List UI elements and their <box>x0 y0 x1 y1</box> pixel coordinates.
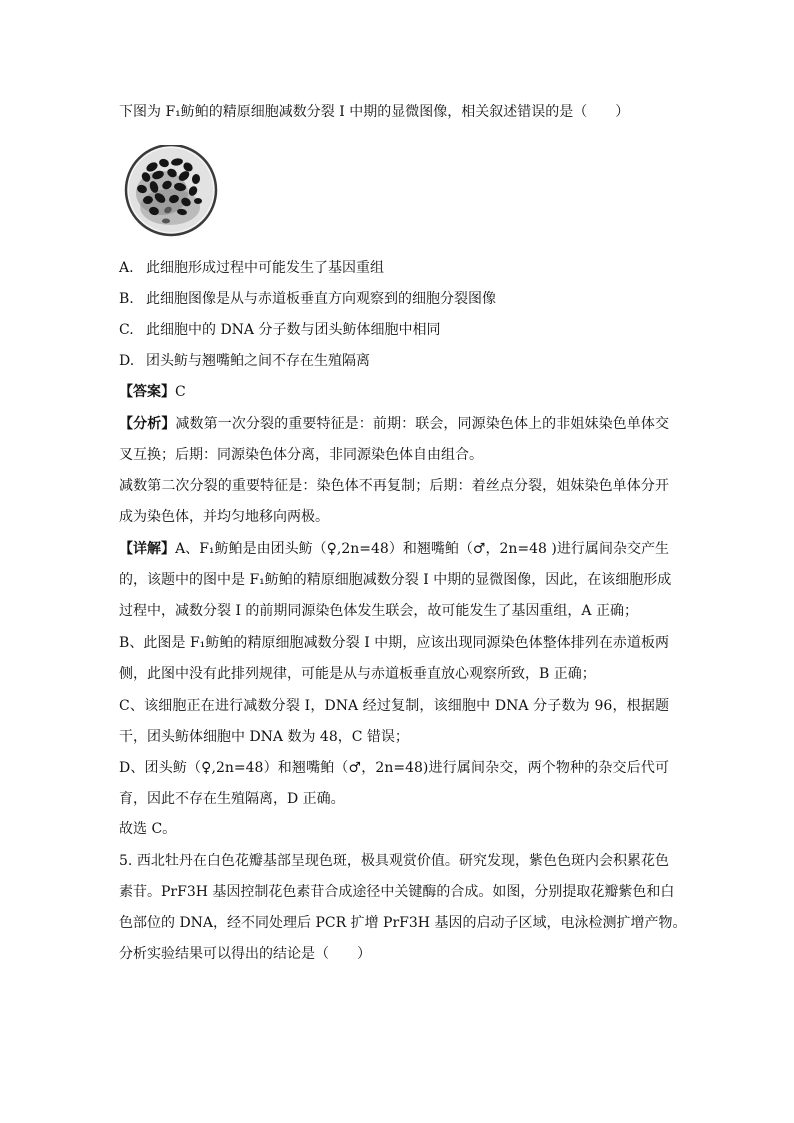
option-c <box>119 320 669 340</box>
question-5-stem-line <box>119 944 669 964</box>
analysis-text: 减数第二次分裂的重要特征是：染色体不再复制；后期：着丝点分裂，姐妹染色单体分开 <box>119 478 669 494</box>
question-5-text: 素苷。PrF3H 基因控制花色素苷合成途径中关键酶的合成。如图，分别提取花瓣紫色和白 <box>119 884 675 900</box>
answer-label: 【答案】 <box>119 384 175 400</box>
detail-line <box>119 758 669 778</box>
option-a-text: 此细胞形成过程中可能发生了基因重组 <box>146 260 384 276</box>
option-a <box>119 258 669 278</box>
detail-line <box>119 664 669 684</box>
question-5-stem-line <box>119 913 687 933</box>
detail-text: 育，因此不存在生殖隔离，D 正确。 <box>119 791 345 807</box>
detail-text: 侧，此图中没有此排列规律，可能是从与赤道板垂直放心观察所致，B 正确； <box>119 666 596 682</box>
conclusion-line <box>119 819 669 839</box>
answer-value: C <box>175 384 186 400</box>
chromosome-blob <box>194 198 202 204</box>
detail-text: 过程中，减数分裂 I 的前期同源染色体发生联会，故可能发生了基因重组，A 正确； <box>119 603 638 619</box>
detail-text: C、该细胞正在进行减数分裂 I，DNA 经过复制，该细胞中 DNA 分子数为 96，根据题 <box>119 698 669 714</box>
detail-text: B、此图是 F₁鲂鲌的精原细胞减数分裂 I 中期，应该出现同源染色体整体排列在赤道板两 <box>119 635 669 651</box>
chromosome-blob <box>162 219 170 224</box>
detail-text: D、团头鲂（♀,2n=48）和翘嘴鲌（♂，2n=48)进行属间杂交，两个物种的杂交后代可 <box>119 760 669 776</box>
question-5-text: 分析实验结果可以得出的结论是（ ） <box>119 946 371 962</box>
detail-text: 干，团头鲂体细胞中 DNA 数为 48，C 错误； <box>119 729 409 745</box>
detail-line <box>119 570 672 590</box>
detail-line <box>119 539 669 559</box>
analysis-line <box>119 414 669 434</box>
question-5-stem-line <box>119 851 669 871</box>
option-d-label: D. <box>119 353 135 369</box>
detail-line <box>119 727 669 747</box>
question-5-text: 色部位的 DNA，经不同处理后 PCR 扩增 PrF3H 基因的启动子区域，电泳检测扩增产物。 <box>119 915 687 931</box>
question-5-stem-line <box>119 882 675 902</box>
detail-line <box>119 633 669 653</box>
analysis-line <box>119 476 669 496</box>
option-c-text: 此细胞中的 DNA 分子数与团头鲂体细胞中相同 <box>146 322 441 338</box>
detail-line <box>119 789 669 809</box>
analysis-text: 减数第一次分裂的重要特征是：前期：联会，同源染色体上的非姐妹染色单体交 <box>175 416 669 432</box>
analysis-text: 叉互换；后期：同源染色体分离，非同源染色体自由组合。 <box>119 447 483 463</box>
analysis-label: 【分析】 <box>119 416 176 432</box>
option-d-text: 团头鲂与翘嘴鲌之间不存在生殖隔离 <box>146 353 370 369</box>
conclusion-text: 故选 C。 <box>119 821 177 837</box>
detail-line <box>119 696 669 716</box>
option-b-text: 此细胞图像是从与赤道板垂直方向观察到的细胞分裂图像 <box>146 291 496 307</box>
detail-label: 【详解】 <box>119 541 176 557</box>
question-5-number: 5. <box>119 853 137 869</box>
analysis-line <box>119 445 669 465</box>
option-d <box>119 351 669 371</box>
question-5-text: 西北牡丹在白色花瓣基部呈现色斑，极具观赏价值。研究发现，紫色色斑内会积累花色 <box>136 853 670 869</box>
detail-text: 的，该题中的图中是 F₁鲂鲌的精原细胞减数分裂 I 中期的显微图像，因此，在该细胞形成 <box>119 572 672 588</box>
detail-line <box>119 601 669 621</box>
option-b <box>119 289 669 309</box>
analysis-line <box>119 507 669 527</box>
detail-text: A、F₁鲂鲌是由团头鲂（♀,2n=48）和翘嘴鲌（♂，2n=48 )进行属间杂交产生 <box>175 541 669 557</box>
question-4-stem <box>119 102 669 122</box>
option-a-label: A. <box>119 260 134 276</box>
option-c-label: C. <box>119 322 134 338</box>
question-4-stem-text: 下图为 F₁鲂鲌的精原细胞减数分裂 I 中期的显微图像，相关叙述错误的是（ ） <box>119 104 630 120</box>
answer-line <box>119 382 669 402</box>
cell-micrograph-image <box>122 145 222 237</box>
analysis-text: 成为染色体，并均匀地移向两极。 <box>119 509 329 525</box>
option-b-label: B. <box>119 291 134 307</box>
